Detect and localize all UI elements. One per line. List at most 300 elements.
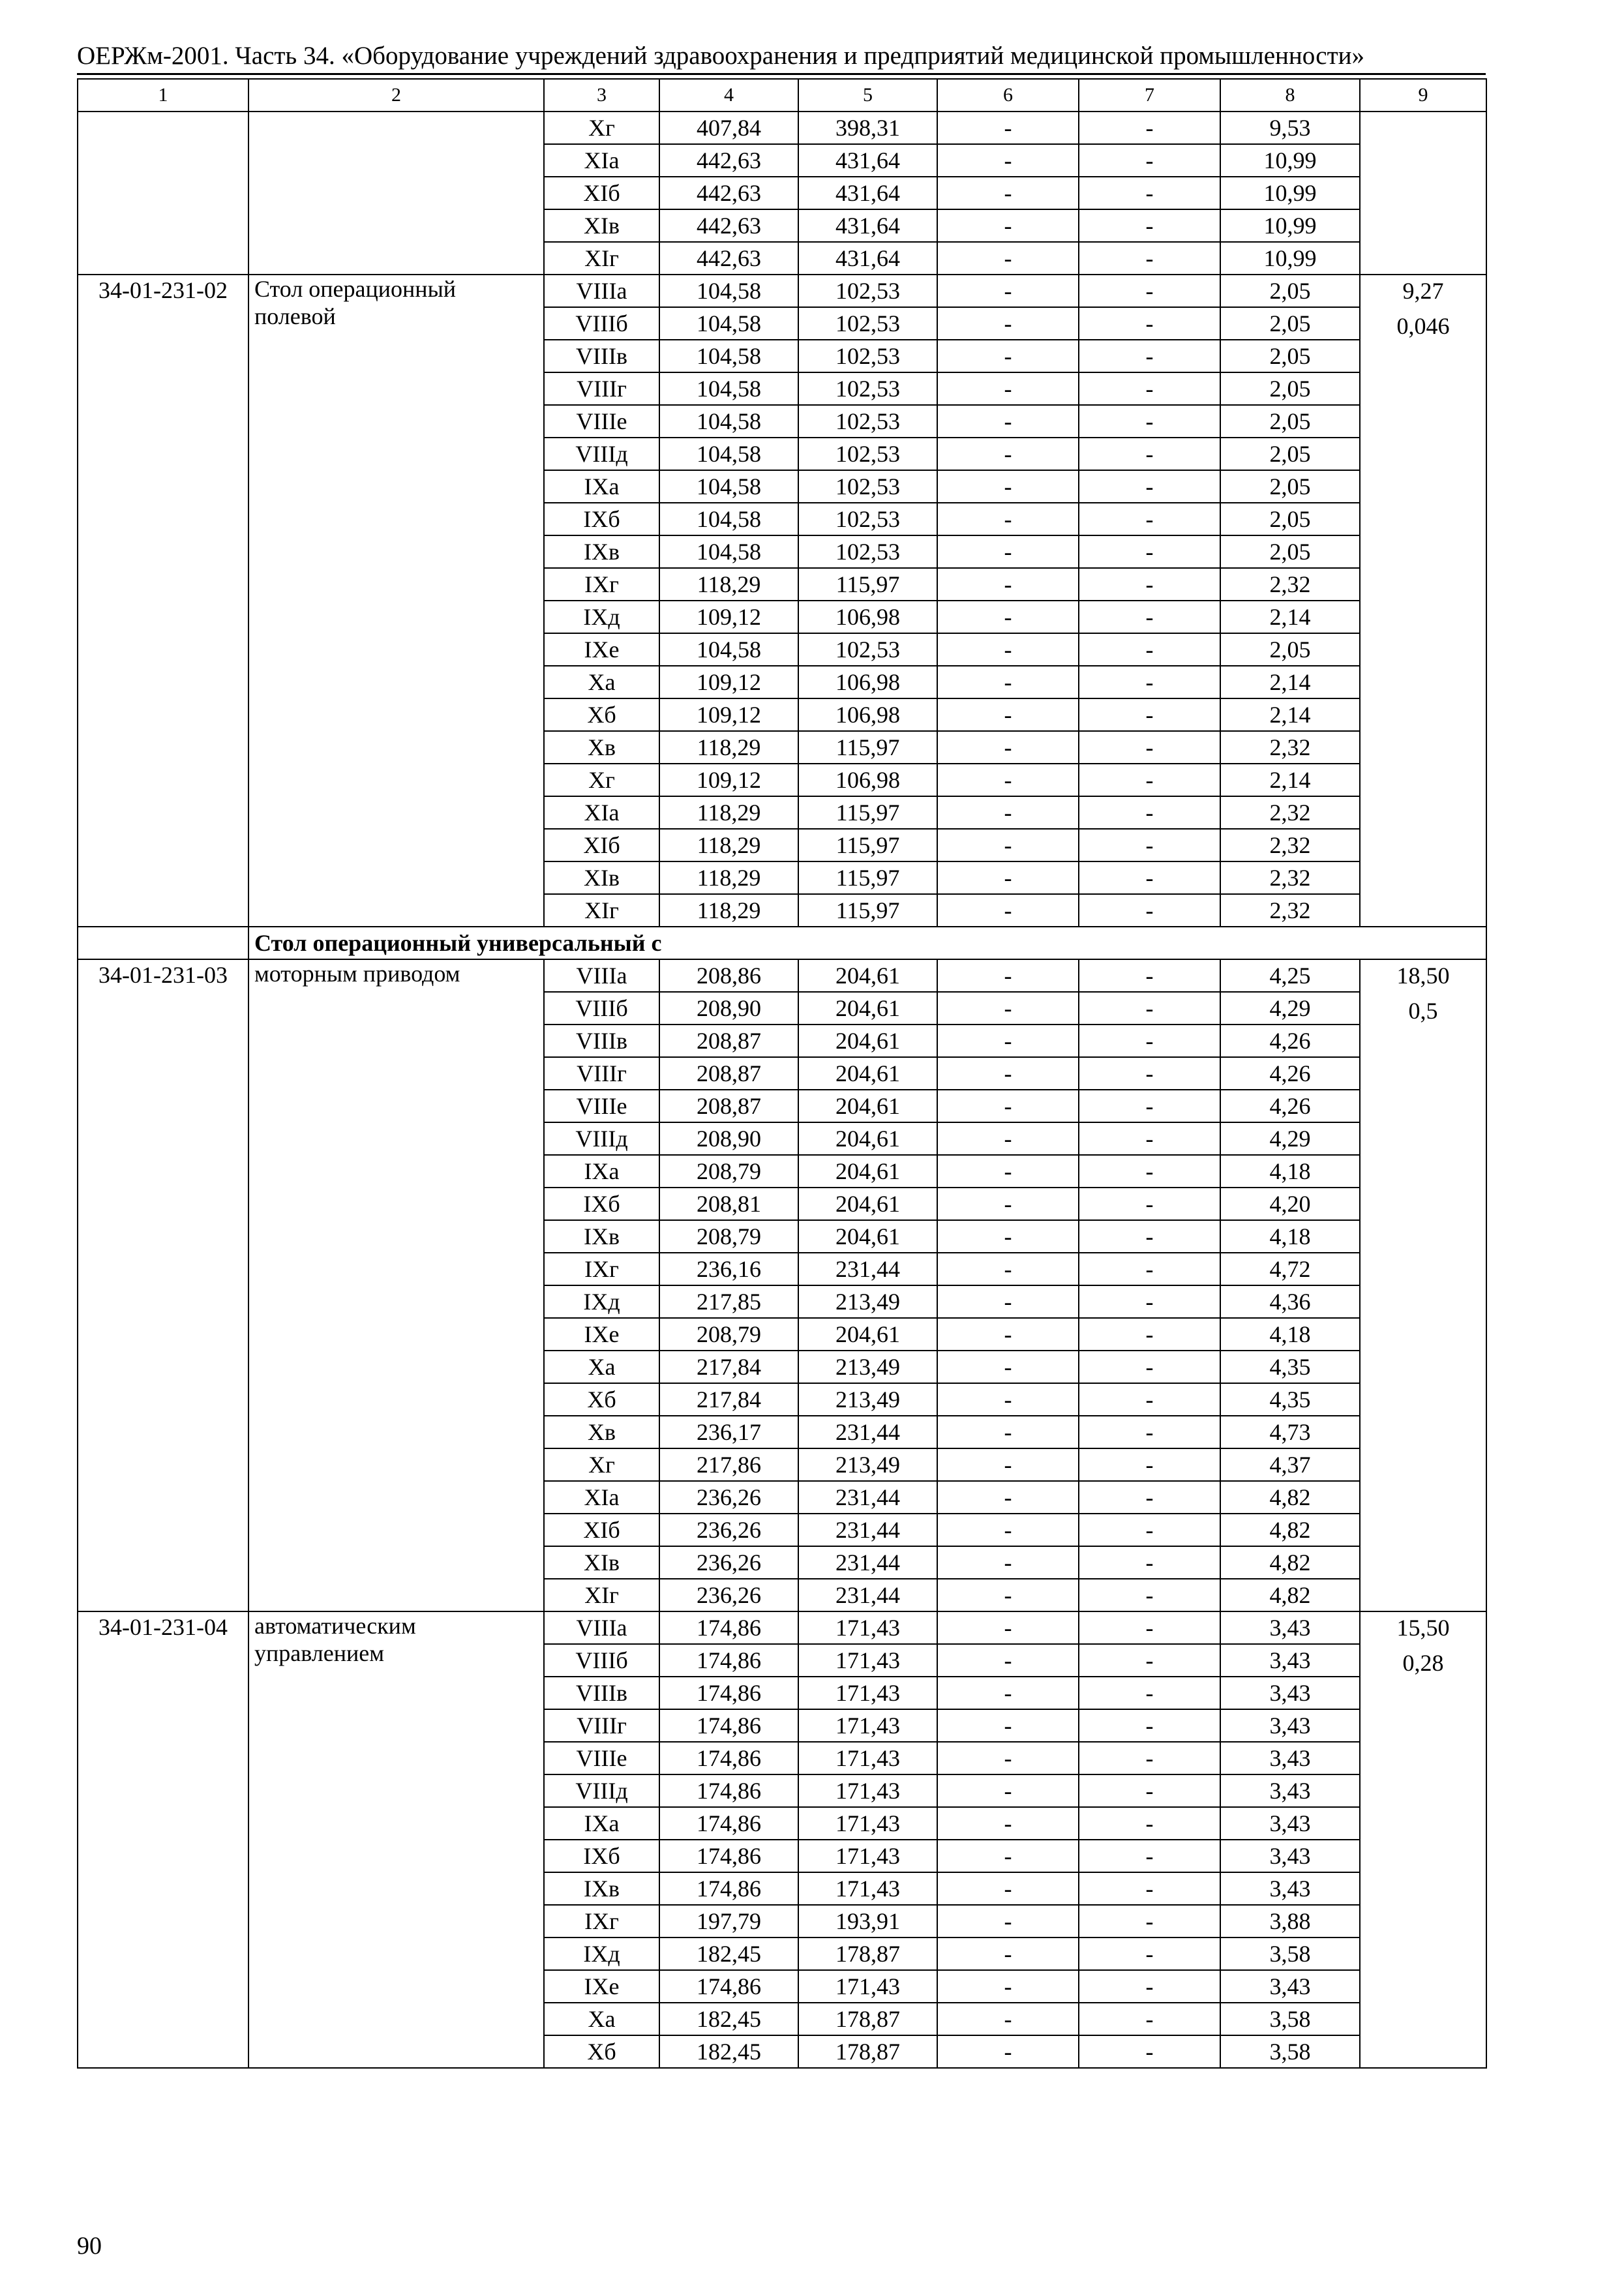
value-cell: - bbox=[1079, 275, 1220, 307]
value-cell: - bbox=[937, 503, 1079, 535]
value-cell: - bbox=[937, 1155, 1079, 1188]
region-zone-cell: VIIIб bbox=[544, 307, 659, 340]
region-zone-cell: VIIIв bbox=[544, 340, 659, 372]
value-cell: - bbox=[1079, 438, 1220, 470]
value-cell: 171,43 bbox=[798, 1774, 937, 1807]
value-cell: 217,86 bbox=[659, 1448, 798, 1481]
region-zone-cell: VIIIе bbox=[544, 405, 659, 438]
region-zone-cell: IXд bbox=[544, 1285, 659, 1318]
value-cell: 115,97 bbox=[798, 861, 937, 894]
value-cell: 407,84 bbox=[659, 112, 798, 144]
value-cell: - bbox=[1079, 405, 1220, 438]
value-cell: 2,32 bbox=[1220, 796, 1360, 829]
value-cell: - bbox=[1079, 372, 1220, 405]
region-zone-cell: Xг bbox=[544, 112, 659, 144]
value-cell: - bbox=[1079, 242, 1220, 275]
value-cell: - bbox=[937, 1807, 1079, 1840]
rate-code: 34-01-231-04 bbox=[78, 1611, 248, 2068]
value-cell: 118,29 bbox=[659, 796, 798, 829]
value-cell: 182,45 bbox=[659, 2003, 798, 2035]
value-cell: - bbox=[1079, 209, 1220, 242]
value-cell: - bbox=[1079, 1872, 1220, 1905]
value-cell: 171,43 bbox=[798, 1644, 937, 1677]
value-cell: 118,29 bbox=[659, 731, 798, 764]
value-cell: 4,82 bbox=[1220, 1546, 1360, 1579]
value-cell: 231,44 bbox=[798, 1579, 937, 1611]
column-header-cell: 9 bbox=[1360, 79, 1486, 112]
value-cell: 231,44 bbox=[798, 1546, 937, 1579]
region-zone-cell: VIIIд bbox=[544, 438, 659, 470]
value-cell: 193,91 bbox=[798, 1905, 937, 1937]
value-cell: 118,29 bbox=[659, 861, 798, 894]
region-zone-cell: IXб bbox=[544, 503, 659, 535]
value-cell: 3,43 bbox=[1220, 1872, 1360, 1905]
value-cell: 2,14 bbox=[1220, 764, 1360, 796]
value-cell: - bbox=[1079, 144, 1220, 177]
value-cell: - bbox=[1079, 894, 1220, 927]
value-cell: - bbox=[1079, 1416, 1220, 1448]
value-cell: 2,05 bbox=[1220, 438, 1360, 470]
value-cell: 104,58 bbox=[659, 535, 798, 568]
column-header-cell: 3 bbox=[544, 79, 659, 112]
region-zone-cell: Xа bbox=[544, 1351, 659, 1383]
value-cell: - bbox=[1079, 992, 1220, 1025]
value-cell: - bbox=[937, 2003, 1079, 2035]
value-cell: 4,25 bbox=[1220, 959, 1360, 992]
value-cell: - bbox=[1079, 698, 1220, 731]
value-cell: 208,79 bbox=[659, 1220, 798, 1253]
region-zone-cell: Xа bbox=[544, 2003, 659, 2035]
region-zone-cell: Xб bbox=[544, 1383, 659, 1416]
region-zone-cell: XIв bbox=[544, 861, 659, 894]
value-cell: 102,53 bbox=[798, 372, 937, 405]
value-cell: - bbox=[1079, 307, 1220, 340]
value-cell: 3,43 bbox=[1220, 1611, 1360, 1644]
value-cell: 236,16 bbox=[659, 1253, 798, 1285]
value-cell: - bbox=[1079, 1318, 1220, 1351]
header-rule bbox=[77, 73, 1486, 75]
value-cell: - bbox=[1079, 2035, 1220, 2068]
value-cell: - bbox=[937, 1514, 1079, 1546]
value-cell: - bbox=[1079, 1090, 1220, 1122]
value-cell: - bbox=[1079, 503, 1220, 535]
value-cell: - bbox=[1079, 1840, 1220, 1872]
equipment-name: Стол операционный полевой bbox=[248, 275, 544, 927]
value-cell: 213,49 bbox=[798, 1351, 937, 1383]
value-cell: 109,12 bbox=[659, 764, 798, 796]
value-cell: 204,61 bbox=[798, 1188, 937, 1220]
value-cell: 2,05 bbox=[1220, 503, 1360, 535]
value-cell: - bbox=[937, 1383, 1079, 1416]
value-cell: 171,43 bbox=[798, 1742, 937, 1774]
value-cell: - bbox=[937, 796, 1079, 829]
value-cell: 4,20 bbox=[1220, 1188, 1360, 1220]
value-cell: 178,87 bbox=[798, 2035, 937, 2068]
region-zone-cell: XIв bbox=[544, 209, 659, 242]
value-cell: - bbox=[937, 1351, 1079, 1383]
value-cell: 109,12 bbox=[659, 666, 798, 698]
value-cell: - bbox=[937, 1057, 1079, 1090]
value-cell: - bbox=[1079, 1481, 1220, 1514]
value-cell: 236,17 bbox=[659, 1416, 798, 1448]
value-cell: 2,05 bbox=[1220, 470, 1360, 503]
value-cell: 2,05 bbox=[1220, 535, 1360, 568]
value-cell: - bbox=[937, 1677, 1079, 1709]
value-cell: 208,79 bbox=[659, 1155, 798, 1188]
region-zone-cell: IXе bbox=[544, 1970, 659, 2003]
value-cell: - bbox=[1079, 1057, 1220, 1090]
region-zone-cell: IXе bbox=[544, 1318, 659, 1351]
value-cell: - bbox=[937, 405, 1079, 438]
value-cell: 204,61 bbox=[798, 1318, 937, 1351]
section-heading-row bbox=[78, 927, 1486, 959]
value-cell: - bbox=[1079, 1774, 1220, 1807]
equipment-name bbox=[248, 112, 544, 275]
region-zone-cell: IXг bbox=[544, 568, 659, 601]
value-cell: 4,35 bbox=[1220, 1383, 1360, 1416]
value-cell: 4,82 bbox=[1220, 1579, 1360, 1611]
region-zone-cell: VIIIе bbox=[544, 1090, 659, 1122]
value-cell: 236,26 bbox=[659, 1514, 798, 1546]
value-cell: 106,98 bbox=[798, 601, 937, 633]
value-cell: 3,43 bbox=[1220, 1970, 1360, 2003]
value-cell: - bbox=[1079, 340, 1220, 372]
value-cell: - bbox=[937, 1220, 1079, 1253]
value-cell: 102,53 bbox=[798, 503, 937, 535]
value-cell: 231,44 bbox=[798, 1253, 937, 1285]
value-cell: - bbox=[937, 1937, 1079, 1970]
region-zone-cell: VIIIв bbox=[544, 1025, 659, 1057]
value-cell: 10,99 bbox=[1220, 209, 1360, 242]
value-cell: - bbox=[1079, 470, 1220, 503]
value-cell: 174,86 bbox=[659, 1644, 798, 1677]
value-cell: 115,97 bbox=[798, 829, 937, 861]
column-header-cell: 7 bbox=[1079, 79, 1220, 112]
value-cell: - bbox=[1079, 1546, 1220, 1579]
value-cell: 442,63 bbox=[659, 144, 798, 177]
value-cell: 102,53 bbox=[798, 340, 937, 372]
value-cell: 208,87 bbox=[659, 1025, 798, 1057]
value-cell: 104,58 bbox=[659, 438, 798, 470]
value-cell: 4,29 bbox=[1220, 1122, 1360, 1155]
value-cell: 10,99 bbox=[1220, 144, 1360, 177]
value-cell: - bbox=[937, 144, 1079, 177]
value-cell: 4,18 bbox=[1220, 1220, 1360, 1253]
region-zone-cell: XIб bbox=[544, 177, 659, 209]
value-cell: - bbox=[937, 340, 1079, 372]
value-cell: 171,43 bbox=[798, 1840, 937, 1872]
value-cell: - bbox=[937, 275, 1079, 307]
value-cell: 236,26 bbox=[659, 1579, 798, 1611]
value-cell: 431,64 bbox=[798, 177, 937, 209]
value-cell: - bbox=[937, 666, 1079, 698]
value-cell: - bbox=[937, 1774, 1079, 1807]
value-cell: 104,58 bbox=[659, 405, 798, 438]
region-zone-cell: IXб bbox=[544, 1840, 659, 1872]
value-cell: 104,58 bbox=[659, 470, 798, 503]
value-cell: 3,58 bbox=[1220, 2035, 1360, 2068]
value-cell: - bbox=[1079, 1122, 1220, 1155]
value-cell: 231,44 bbox=[798, 1481, 937, 1514]
value-cell: 174,86 bbox=[659, 1611, 798, 1644]
region-zone-cell: IXа bbox=[544, 1807, 659, 1840]
value-cell: - bbox=[1079, 633, 1220, 666]
value-cell: 4,29 bbox=[1220, 992, 1360, 1025]
region-zone-cell: IXа bbox=[544, 470, 659, 503]
value-cell: 4,26 bbox=[1220, 1057, 1360, 1090]
value-cell: - bbox=[937, 1448, 1079, 1481]
region-zone-cell: IXв bbox=[544, 1220, 659, 1253]
value-cell: 442,63 bbox=[659, 209, 798, 242]
value-cell: - bbox=[937, 601, 1079, 633]
value-cell: 208,87 bbox=[659, 1057, 798, 1090]
region-zone-cell: Xг bbox=[544, 764, 659, 796]
value-cell: - bbox=[937, 209, 1079, 242]
value-cell: 2,32 bbox=[1220, 731, 1360, 764]
region-zone-cell: IXг bbox=[544, 1905, 659, 1937]
value-cell: 171,43 bbox=[798, 1970, 937, 2003]
value-cell: 182,45 bbox=[659, 1937, 798, 1970]
value-cell: 178,87 bbox=[798, 2003, 937, 2035]
value-cell: - bbox=[1079, 112, 1220, 144]
value-cell: - bbox=[1079, 535, 1220, 568]
value-cell: - bbox=[937, 1285, 1079, 1318]
value-cell: 174,86 bbox=[659, 1840, 798, 1872]
equipment-name: моторным приводом bbox=[248, 959, 544, 1611]
value-cell: - bbox=[937, 1188, 1079, 1220]
value-cell: - bbox=[937, 438, 1079, 470]
region-zone-cell: VIIIа bbox=[544, 275, 659, 307]
value-cell: - bbox=[1079, 829, 1220, 861]
value-cell: - bbox=[1079, 666, 1220, 698]
value-cell: 115,97 bbox=[798, 731, 937, 764]
value-cell: 3,43 bbox=[1220, 1709, 1360, 1742]
column-header-cell: 5 bbox=[798, 79, 937, 112]
value-cell: 174,86 bbox=[659, 1742, 798, 1774]
value-cell: - bbox=[937, 1742, 1079, 1774]
value-cell: - bbox=[1079, 959, 1220, 992]
region-zone-cell: IXг bbox=[544, 1253, 659, 1285]
page-number: 90 bbox=[77, 2232, 102, 2260]
value-cell: - bbox=[937, 992, 1079, 1025]
value-cell: - bbox=[1079, 1025, 1220, 1057]
region-zone-cell: XIг bbox=[544, 894, 659, 927]
value-cell: 4,82 bbox=[1220, 1481, 1360, 1514]
value-cell: - bbox=[1079, 1579, 1220, 1611]
region-zone-cell: VIIIе bbox=[544, 1742, 659, 1774]
rate-code: 34-01-231-03 bbox=[78, 959, 248, 1611]
table-row bbox=[78, 1611, 1486, 1644]
value-cell: - bbox=[937, 698, 1079, 731]
value-cell: 171,43 bbox=[798, 1611, 937, 1644]
value-cell: 115,97 bbox=[798, 894, 937, 927]
value-cell: - bbox=[937, 1579, 1079, 1611]
value-cell: 10,99 bbox=[1220, 177, 1360, 209]
value-cell: - bbox=[937, 535, 1079, 568]
value-cell: - bbox=[1079, 1155, 1220, 1188]
value-cell: 4,73 bbox=[1220, 1416, 1360, 1448]
value-cell: 3,43 bbox=[1220, 1644, 1360, 1677]
value-cell: - bbox=[937, 959, 1079, 992]
region-zone-cell: VIIIа bbox=[544, 959, 659, 992]
value-cell: 2,32 bbox=[1220, 568, 1360, 601]
value-cell: - bbox=[1079, 764, 1220, 796]
value-cell: - bbox=[1079, 1611, 1220, 1644]
value-cell: 442,63 bbox=[659, 242, 798, 275]
price-table-container bbox=[77, 78, 1487, 2069]
value-cell: - bbox=[1079, 1807, 1220, 1840]
value-cell: - bbox=[1079, 601, 1220, 633]
value-cell: - bbox=[1079, 1905, 1220, 1937]
region-zone-cell: IXе bbox=[544, 633, 659, 666]
region-zone-cell: VIIIа bbox=[544, 1611, 659, 1644]
value-cell: 118,29 bbox=[659, 568, 798, 601]
column-9-value: 0,046 bbox=[1396, 313, 1450, 339]
column-header-cell: 2 bbox=[248, 79, 544, 112]
value-cell: 208,90 bbox=[659, 1122, 798, 1155]
value-cell: 2,32 bbox=[1220, 829, 1360, 861]
value-cell: 102,53 bbox=[798, 307, 937, 340]
table-row bbox=[78, 959, 1486, 992]
region-zone-cell: XIг bbox=[544, 242, 659, 275]
value-cell: - bbox=[937, 2035, 1079, 2068]
value-cell: 213,49 bbox=[798, 1285, 937, 1318]
value-cell: - bbox=[937, 1318, 1079, 1351]
region-zone-cell: XIг bbox=[544, 1579, 659, 1611]
value-cell: 4,37 bbox=[1220, 1448, 1360, 1481]
value-cell: 231,44 bbox=[798, 1514, 937, 1546]
region-zone-cell: IXв bbox=[544, 1872, 659, 1905]
value-cell: - bbox=[937, 1905, 1079, 1937]
value-cell: 217,84 bbox=[659, 1383, 798, 1416]
value-cell: - bbox=[1079, 1937, 1220, 1970]
value-cell: - bbox=[1079, 177, 1220, 209]
value-cell: 204,61 bbox=[798, 1090, 937, 1122]
value-cell: 171,43 bbox=[798, 1709, 937, 1742]
column-9-values bbox=[1360, 275, 1486, 927]
value-cell: - bbox=[1079, 1220, 1220, 1253]
region-zone-cell: XIа bbox=[544, 144, 659, 177]
value-cell: - bbox=[937, 1872, 1079, 1905]
value-cell: - bbox=[937, 764, 1079, 796]
value-cell: 182,45 bbox=[659, 2035, 798, 2068]
value-cell: - bbox=[1079, 796, 1220, 829]
column-header-cell: 6 bbox=[937, 79, 1079, 112]
value-cell: - bbox=[1079, 1383, 1220, 1416]
rate-code: 34-01-231-02 bbox=[78, 275, 248, 927]
value-cell: 4,18 bbox=[1220, 1318, 1360, 1351]
value-cell: - bbox=[937, 568, 1079, 601]
value-cell: - bbox=[937, 1090, 1079, 1122]
column-header-cell: 1 bbox=[78, 79, 248, 112]
value-cell: 104,58 bbox=[659, 372, 798, 405]
value-cell: 2,05 bbox=[1220, 633, 1360, 666]
region-zone-cell: VIIIв bbox=[544, 1677, 659, 1709]
value-cell: 3,43 bbox=[1220, 1807, 1360, 1840]
region-zone-cell: VIIIд bbox=[544, 1122, 659, 1155]
region-zone-cell: VIIIб bbox=[544, 1644, 659, 1677]
value-cell: - bbox=[937, 307, 1079, 340]
value-cell: - bbox=[937, 1122, 1079, 1155]
value-cell: 431,64 bbox=[798, 242, 937, 275]
value-cell: 204,61 bbox=[798, 992, 937, 1025]
region-zone-cell: XIв bbox=[544, 1546, 659, 1579]
value-cell: - bbox=[937, 1481, 1079, 1514]
value-cell: 174,86 bbox=[659, 1677, 798, 1709]
region-zone-cell: IXб bbox=[544, 1188, 659, 1220]
value-cell: 217,84 bbox=[659, 1351, 798, 1383]
column-9-value: 9,27 bbox=[1402, 278, 1444, 304]
value-cell: 3,58 bbox=[1220, 1937, 1360, 1970]
value-cell: - bbox=[937, 829, 1079, 861]
value-cell: 3,43 bbox=[1220, 1742, 1360, 1774]
region-zone-cell: XIб bbox=[544, 829, 659, 861]
value-cell: 118,29 bbox=[659, 894, 798, 927]
value-cell: - bbox=[937, 861, 1079, 894]
value-cell: 398,31 bbox=[798, 112, 937, 144]
value-cell: - bbox=[937, 894, 1079, 927]
column-header-cell: 8 bbox=[1220, 79, 1360, 112]
region-zone-cell: XIа bbox=[544, 1481, 659, 1514]
value-cell: - bbox=[937, 1253, 1079, 1285]
value-cell: 204,61 bbox=[798, 1155, 937, 1188]
value-cell: 217,85 bbox=[659, 1285, 798, 1318]
value-cell: 102,53 bbox=[798, 405, 937, 438]
value-cell: 174,86 bbox=[659, 1872, 798, 1905]
value-cell: 4,35 bbox=[1220, 1351, 1360, 1383]
value-cell: 174,86 bbox=[659, 1970, 798, 2003]
region-zone-cell: Xг bbox=[544, 1448, 659, 1481]
value-cell: 431,64 bbox=[798, 144, 937, 177]
value-cell: 3,43 bbox=[1220, 1840, 1360, 1872]
value-cell: - bbox=[937, 1840, 1079, 1872]
value-cell: 9,53 bbox=[1220, 112, 1360, 144]
value-cell: - bbox=[1079, 2003, 1220, 2035]
price-table bbox=[77, 78, 1487, 2069]
value-cell: 174,86 bbox=[659, 1774, 798, 1807]
region-zone-cell: XIа bbox=[544, 796, 659, 829]
value-cell: - bbox=[1079, 1742, 1220, 1774]
column-9-values bbox=[1360, 112, 1486, 275]
table-row bbox=[78, 112, 1486, 144]
value-cell: 3,43 bbox=[1220, 1677, 1360, 1709]
value-cell: 4,18 bbox=[1220, 1155, 1360, 1188]
value-cell: - bbox=[1079, 1709, 1220, 1742]
value-cell: 171,43 bbox=[798, 1677, 937, 1709]
value-cell: 204,61 bbox=[798, 959, 937, 992]
value-cell: 208,81 bbox=[659, 1188, 798, 1220]
equipment-name: автоматическим управлением bbox=[248, 1611, 544, 2068]
value-cell: 4,82 bbox=[1220, 1514, 1360, 1546]
value-cell: 231,44 bbox=[798, 1416, 937, 1448]
column-9-values bbox=[1360, 959, 1486, 1611]
column-9-values bbox=[1360, 1611, 1486, 2068]
section-heading: Стол операционный универсальный с bbox=[248, 927, 1486, 959]
value-cell: 102,53 bbox=[798, 275, 937, 307]
region-zone-cell: Xв bbox=[544, 731, 659, 764]
value-cell: 208,90 bbox=[659, 992, 798, 1025]
value-cell: 4,36 bbox=[1220, 1285, 1360, 1318]
value-cell: - bbox=[1079, 861, 1220, 894]
region-zone-cell: VIIIг bbox=[544, 1709, 659, 1742]
value-cell: - bbox=[937, 1970, 1079, 2003]
value-cell: 431,64 bbox=[798, 209, 937, 242]
value-cell: - bbox=[1079, 1285, 1220, 1318]
region-zone-cell: IXд bbox=[544, 601, 659, 633]
value-cell: 208,87 bbox=[659, 1090, 798, 1122]
value-cell: 104,58 bbox=[659, 503, 798, 535]
column-header-row bbox=[78, 79, 1486, 112]
